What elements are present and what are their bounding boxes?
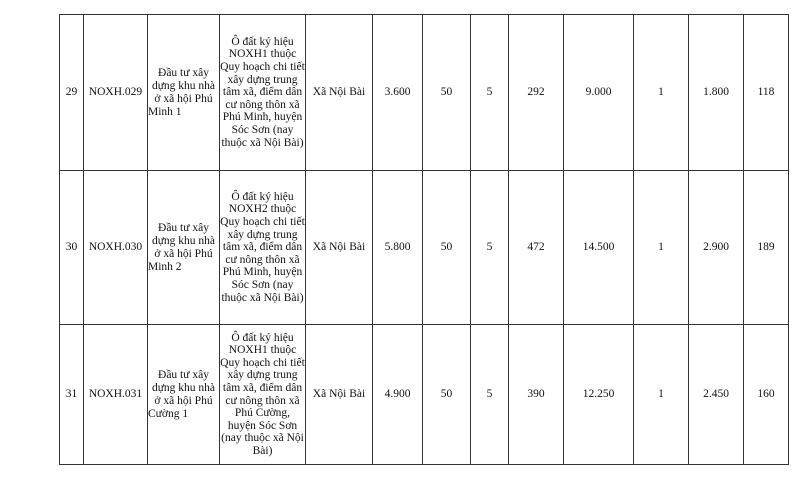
value-col-3: 5 [471,15,509,171]
project-name: Đầu tư xây dựng khu nhà ở xã hội Phú Minh 1 [148,15,220,171]
value-col-8: 160 [744,325,789,465]
value-col-6: 1 [634,171,689,325]
project-code: NOXH.031 [84,325,148,465]
row-number: 29 [60,15,84,171]
value-col-3: 5 [471,171,509,325]
value-col-1: 4.900 [373,325,423,465]
project-table [59,14,789,465]
project-location: Ô đất ký hiệu NOXH1 thuộc Quy hoạch chi tiết xây dựng trung tâm xã, điểm dân cư nông thôn xã Phú Cường, huyện Sóc Sơn (nay thuộc xã Nội Bài) [220,325,306,465]
table-row [60,325,789,465]
value-col-8: 118 [744,15,789,171]
project-location: Ô đất ký hiệu NOXH2 thuộc Quy hoạch chi tiết xây dựng trung tâm xã, điểm dân cư nông thôn xã Phú Minh, huyện Sóc Sơn (nay thuộc xã Nội Bài) [220,171,306,325]
value-col-1: 3.600 [373,15,423,171]
value-col-4: 472 [509,171,564,325]
value-col-3: 5 [471,325,509,465]
value-col-6: 1 [634,15,689,171]
project-name: Đầu tư xây dựng khu nhà ở xã hội Phú Minh 2 [148,171,220,325]
value-col-4: 390 [509,325,564,465]
value-col-7: 2.450 [689,325,744,465]
value-col-5: 14.500 [564,171,634,325]
commune: Xã Nội Bài [306,171,373,325]
value-col-8: 189 [744,171,789,325]
commune: Xã Nội Bài [306,15,373,171]
table-row [60,171,789,325]
value-col-2: 50 [423,15,471,171]
project-name: Đầu tư xây dựng khu nhà ở xã hội Phú Cường 1 [148,325,220,465]
value-col-5: 12.250 [564,325,634,465]
project-code: NOXH.029 [84,15,148,171]
project-code: NOXH.030 [84,171,148,325]
row-number: 30 [60,171,84,325]
value-col-6: 1 [634,325,689,465]
value-col-2: 50 [423,171,471,325]
table-row [60,15,789,171]
value-col-1: 5.800 [373,171,423,325]
row-number: 31 [60,325,84,465]
value-col-2: 50 [423,325,471,465]
value-col-7: 1.800 [689,15,744,171]
value-col-5: 9.000 [564,15,634,171]
commune: Xã Nội Bài [306,325,373,465]
value-col-7: 2.900 [689,171,744,325]
value-col-4: 292 [509,15,564,171]
project-location: Ô đất ký hiệu NOXH1 thuộc Quy hoạch chi tiết xây dựng trung tâm xã, điểm dân cư nông thôn xã Phú Minh, huyện Sóc Sơn (nay thuộc xã Nội Bài) [220,15,306,171]
